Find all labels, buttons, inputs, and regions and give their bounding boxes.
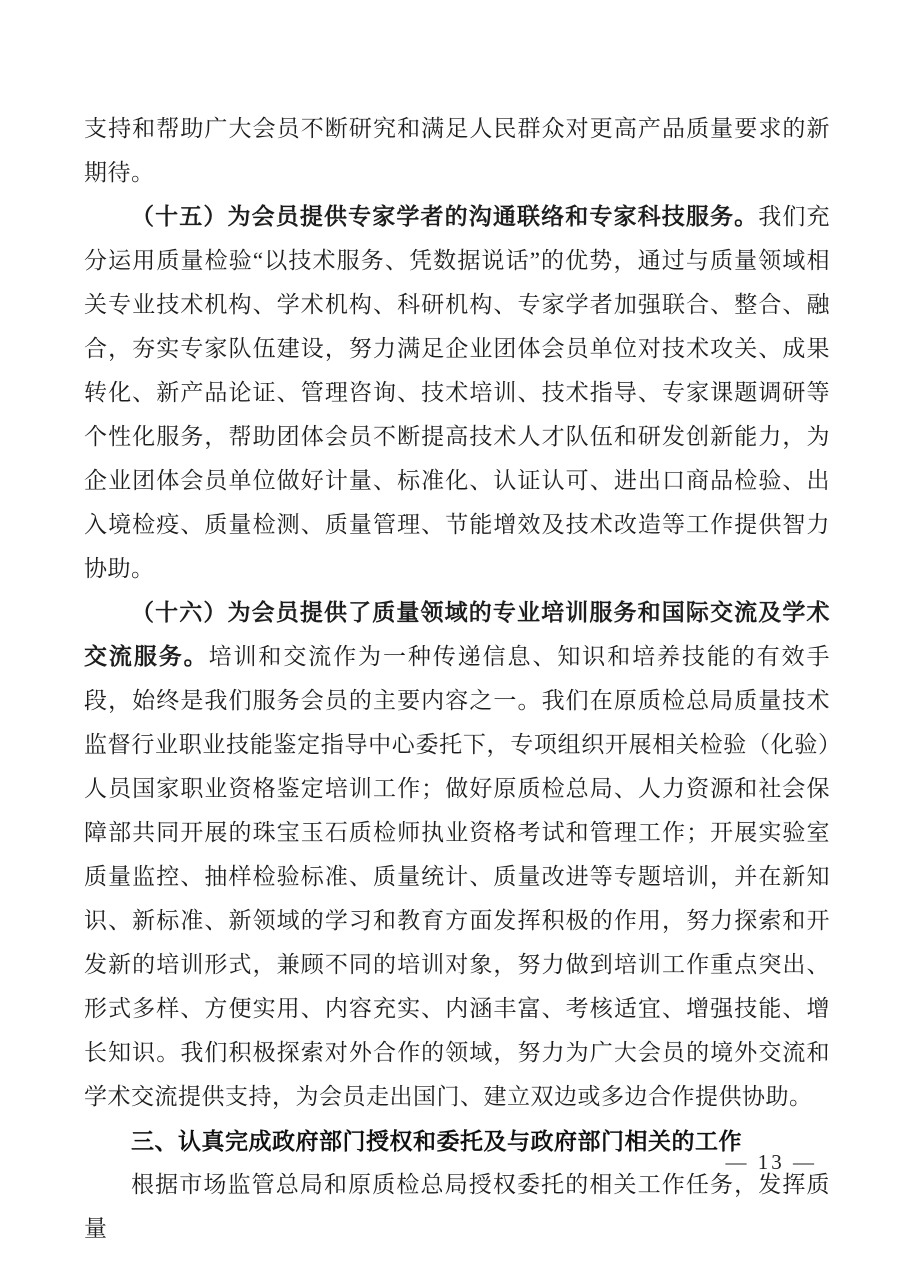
page-number: — 13 — [725, 1150, 817, 1174]
section-heading [84, 1119, 830, 1163]
paragraph [84, 195, 830, 591]
text-segment: 根据市场监管总局和原质检总局授权委托的相关工作任务，发挥质量 [84, 1172, 830, 1241]
paragraph [84, 107, 830, 195]
bold-text-segment: 三、认真完成政府部门授权和委托及与政府部门相关的工作 [131, 1128, 742, 1154]
paragraph [84, 591, 830, 1119]
paragraph [84, 1163, 830, 1251]
bold-text-segment: （十六）为会员提供了质量领域的专业培训服务和国际交流及学术交流服务。 [84, 600, 830, 669]
bold-text-segment: （十五）为会员提供专家学者的沟通联络和专家科技服务。 [131, 204, 759, 229]
text-segment: 支持和帮助广大会员不断研究和满足人民群众对更高产品质量要求的新期待。 [84, 116, 830, 185]
text-segment: 培训和交流作为一种传递信息、知识和培养技能的有效手段，始终是我们服务会员的主要内容之一。我们在原质检总局质量技术监督行业职业技能鉴定指导中心委托下，专项组织开展相关检验（化验）人员国家职业资格鉴定培训工作；做好原质检总局、人力资源和社会保障部共同开展的珠宝玉石质检师执业资格考试和管理工作；开展实验室质量监控、抽样检验标准、质量统计、质量改进等专题培训，并在新知识、新标准、新领域的学习和教育方面发挥积极的作用，努力探索和开发新的培训形式，兼顾不同的培训对象，努力做到培训工作重点突出、形式多样、方便实用、内容充实、内涵丰富、考核适宜、增强技能、增长知识。我们积极探索对外合作的领域，努力为广大会员的境外交流和学术交流提供支持，为会员走出国门、建立双边或多边合作提供协助。 [84, 644, 831, 1109]
text-segment: 我们充分运用质量检验“以技术服务、凭数据说话”的优势，通过与质量领域相关专业技术机构、学术机构、科研机构、专家学者加强联合、整合、融合，夯实专家队伍建设，努力满足企业团体会员单位对技术攻关、成果转化、新产品论证、管理咨询、技术培训、技术指导、专家课题调研等个性化服务，帮助团体会员不断提高技术人才队伍和研发创新能力，为企业团体会员单位做好计量、标准化、认证认可、进出口商品检验、出入境检疫、质量检测、质量管理、节能增效及技术改造等工作提供智力协助。 [84, 204, 830, 581]
document-body [84, 107, 830, 1251]
